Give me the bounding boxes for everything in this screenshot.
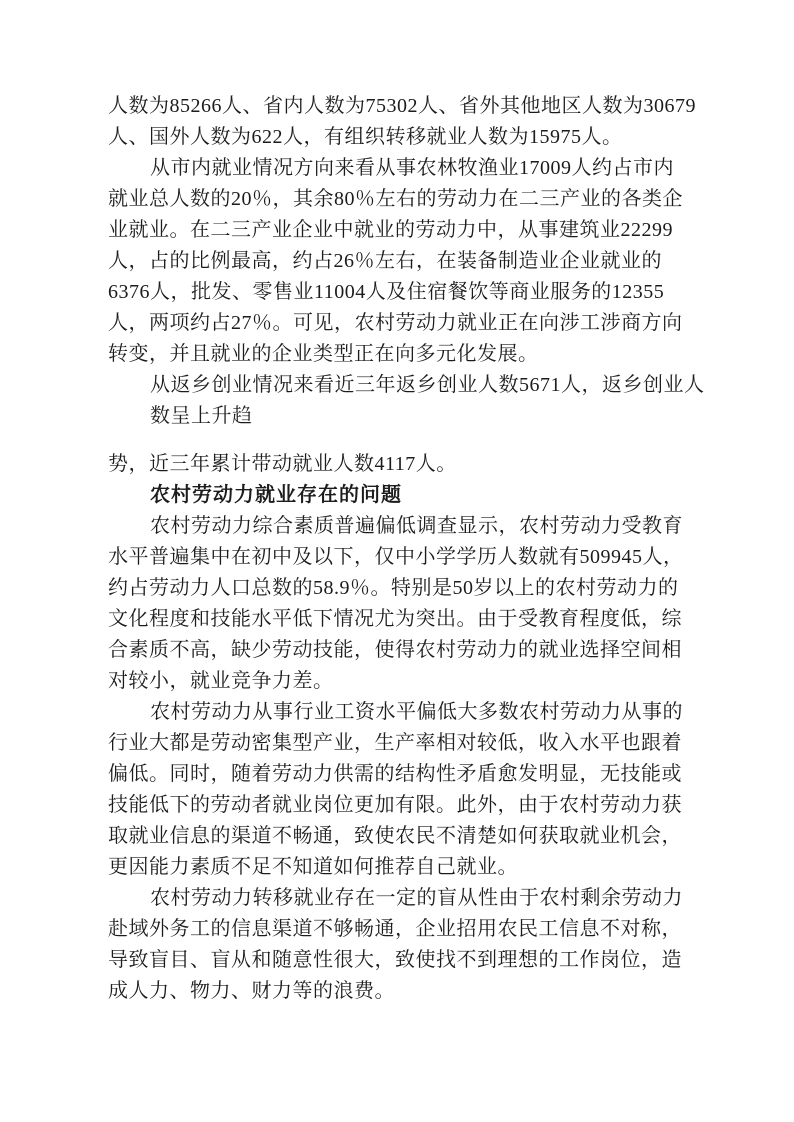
text-line: 水平普遍集中在初中及以下，仅中小学学历人数就有509945人， bbox=[108, 546, 684, 568]
text-line: 约占劳动力人口总数的58.9％。特别是50岁以上的农村劳动力的 bbox=[108, 577, 679, 599]
text-line: 人、国外人数为622人，有组织转移就业人数为15975人。 bbox=[108, 126, 623, 148]
text-line: 文化程度和技能水平低下情况尤为突出。由于受教育程度低，综 bbox=[108, 608, 682, 630]
text-line: 人，占的比例最高，约占26％左右，在装备制造业企业就业的 bbox=[108, 250, 662, 272]
text-line: 赴域外务工的信息渠道不够畅通，企业招用农民工信息不对称， bbox=[108, 918, 682, 940]
text-line: 技能低下的劳动者就业岗位更加有限。此外，由于农村劳动力获 bbox=[108, 794, 682, 816]
text-line: 6376人，批发、零售业11004人及住宿餐饮等商业服务的12355 bbox=[108, 281, 665, 303]
text-line: 更因能力素质不足不知道如何推荐自己就业。 bbox=[108, 856, 518, 878]
text-line: 农村劳动力综合素质普遍偏低调查显示，农村劳动力受教育 bbox=[150, 515, 683, 537]
text-line: 从返乡创业情况来看近三年返乡创业人数5671人，返乡创业人 bbox=[150, 374, 705, 396]
text-line: 取就业信息的渠道不畅通，致使农民不清楚如何获取就业机会， bbox=[108, 825, 682, 847]
text-line: 对较小，就业竞争力差。 bbox=[108, 670, 334, 692]
text-line: 合素质不高，缺少劳动技能，使得农村劳动力的就业选择空间相 bbox=[108, 639, 682, 661]
text-line: 就业总人数的20％，其余80％左右的劳动力在二三产业的各类企 bbox=[108, 188, 683, 210]
text-line: 农村劳动力转移就业存在一定的盲从性由于农村剩余劳动力 bbox=[150, 887, 683, 909]
text-line: 行业大都是劳动密集型产业，生产率相对较低，收入水平也跟着 bbox=[108, 732, 682, 754]
text-line: 人，两项约占27％。可见，农村劳动力就业正在向涉工涉商方向 bbox=[108, 312, 683, 334]
text-line: 势，近三年累计带动就业人数4117人。 bbox=[108, 453, 457, 475]
text-line: 转变，并且就业的企业类型正在向多元化发展。 bbox=[108, 343, 539, 365]
text-line: 农村劳动力从事行业工资水平偏低大多数农村劳动力从事的 bbox=[150, 701, 683, 723]
text-line: 导致盲目、盲从和随意性很大，致使找不到理想的工作岗位，造 bbox=[108, 949, 682, 971]
text-line: 数呈上升趋 bbox=[150, 405, 253, 427]
text-line: 偏低。同时，随着劳动力供需的结构性矛盾愈发明显，无技能或 bbox=[108, 763, 682, 785]
text-line: 从市内就业情况方向来看从事农林牧渔业17009人约占市内 bbox=[150, 157, 674, 179]
section-heading: 农村劳动力就业存在的问题 bbox=[150, 484, 402, 506]
text-line: 人数为85266人、省内人数为75302人、省外其他地区人数为30679 bbox=[108, 95, 696, 117]
document-body bbox=[108, 91, 705, 1007]
text-line: 业就业。在二三产业企业中就业的劳动力中，从事建筑业22299 bbox=[108, 219, 673, 241]
text-line: 成人力、物力、财力等的浪费。 bbox=[108, 980, 395, 1002]
